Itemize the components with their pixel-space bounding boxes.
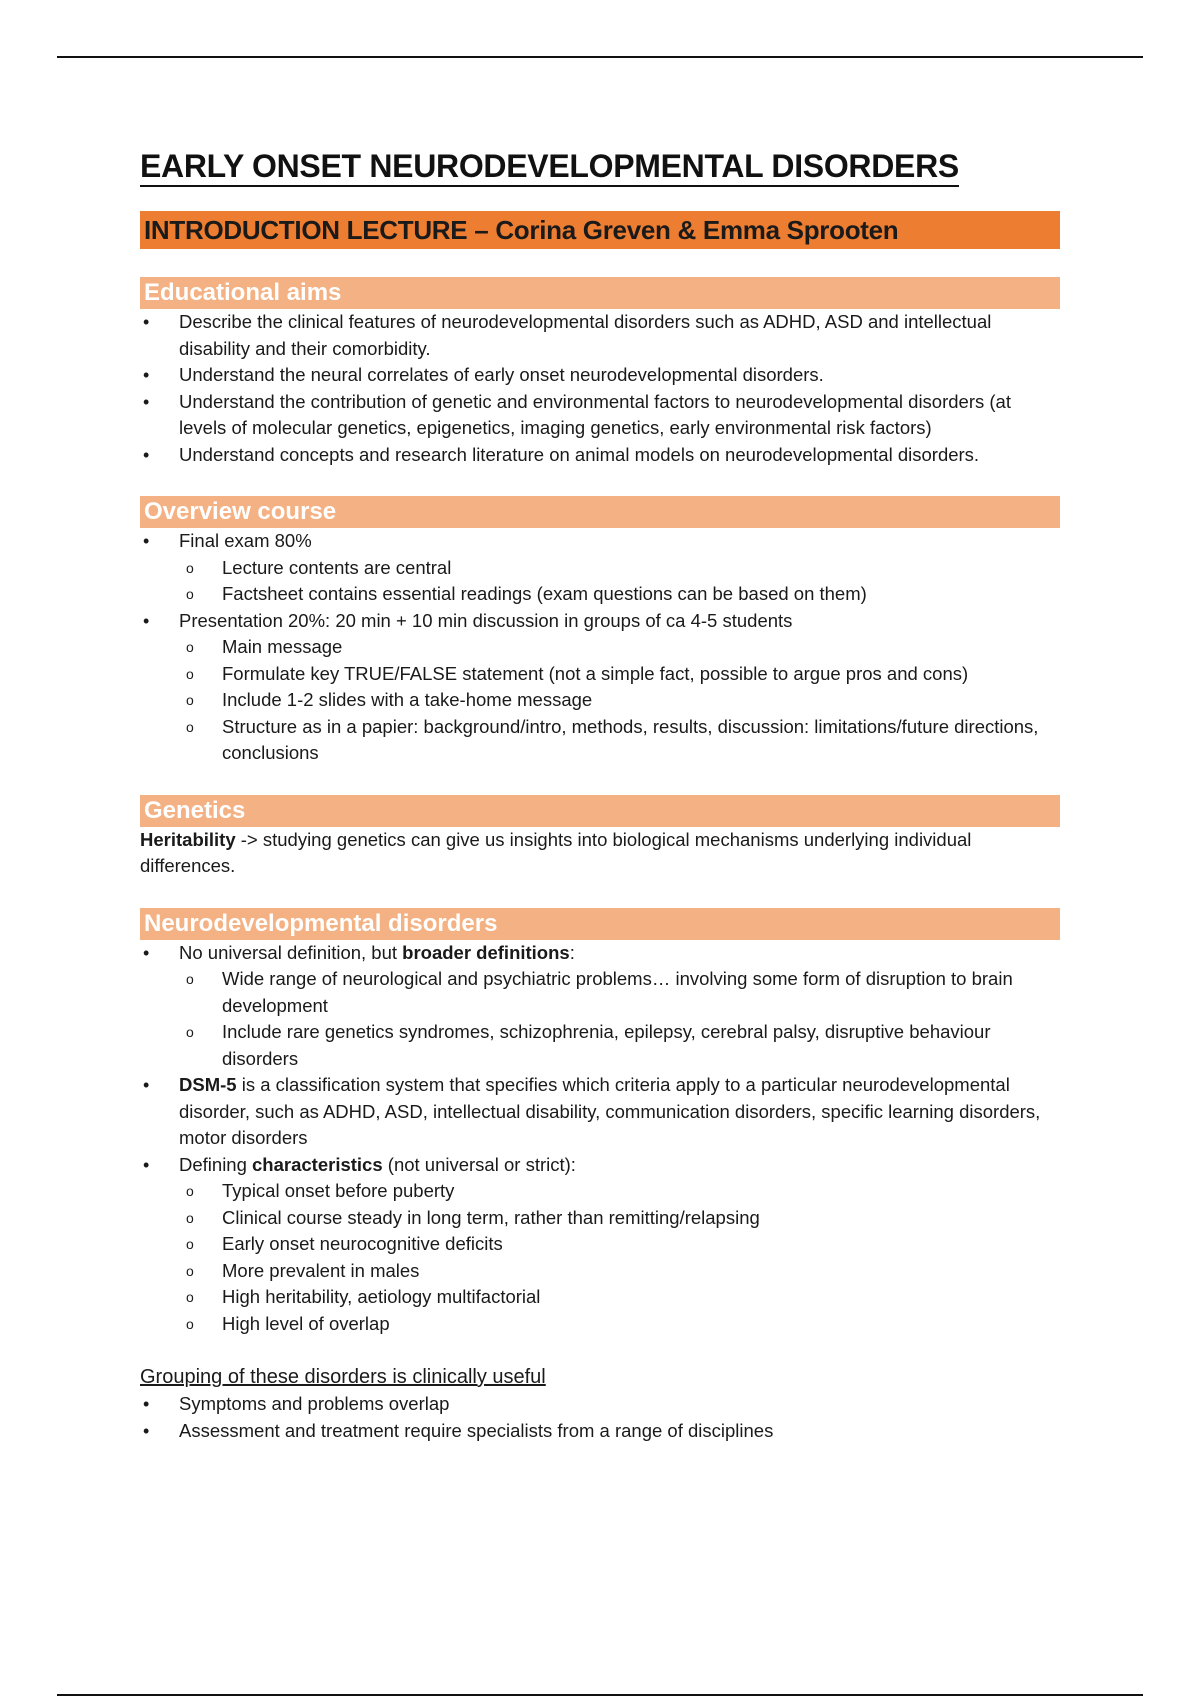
circle-bullet-icon: o <box>186 1024 194 1040</box>
bullet-icon: • <box>143 312 150 332</box>
grouping-subheading: Grouping of these disorders is clinically useful <box>140 1366 546 1388</box>
bullet-icon: • <box>143 365 150 385</box>
circle-bullet-icon: o <box>186 639 194 655</box>
sub-list-item: o Include 1-2 slides with a take-home message <box>140 687 1060 714</box>
list-item: • DSM-5 is a classification system that specifies which criteria apply to a particular neurodevelopmental disorder, such as ADHD, ASD, intellectual disability, communication disorders, specific learning disorders, motor disorders <box>143 1074 1041 1148</box>
list-item: • Assessment and treatment require specialists from a range of disciplines <box>140 1418 1060 1445</box>
list-item: • Defining characteristics (not universal or strict): o Typical onset before puberty o Clinical course steady in long term, rather than remitting/relapsing o Early onset neurocognitive deficits o More prevalent in males o High heritability, aetiology multifactorial o High level of overlap <box>140 1152 1060 1338</box>
bullet-icon: • <box>143 1394 150 1414</box>
bullet-icon: • <box>143 610 150 631</box>
circle-bullet-icon: o <box>186 1262 194 1279</box>
overview-course-list <box>140 528 1060 767</box>
list-item: • Presentation 20%: 20 min + 10 min discussion in groups of ca 4-5 students o Main message o Formulate key TRUE/FALSE statement (not a simple fact, possible to argue pros and cons) o Include 1-2 slides with a take-home message o Structure as in a papier: background/intro, methods, results, discussion: limitations/future directions, conclusions <box>140 608 1060 767</box>
circle-bullet-icon: o <box>186 559 194 576</box>
section-heading-overview-course: Overview course <box>140 496 1060 528</box>
educational-aims-list <box>140 309 1060 468</box>
sub-list-item: o Clinical course steady in long term, rather than remitting/relapsing <box>140 1205 1060 1232</box>
bottom-rule <box>57 1694 1143 1696</box>
circle-bullet-icon: o <box>186 665 194 682</box>
bullet-icon: • <box>143 531 150 551</box>
circle-bullet-icon: o <box>186 1315 194 1332</box>
section-heading-educational-aims: Educational aims <box>140 277 1060 309</box>
sub-list-item: o Typical onset before puberty <box>140 1178 1060 1205</box>
circle-bullet-icon: o <box>186 1183 194 1199</box>
circle-bullet-icon: o <box>186 586 194 602</box>
circle-bullet-icon: o <box>186 718 194 735</box>
exam-sublist <box>179 555 1060 608</box>
bullet-icon: • <box>143 1075 150 1095</box>
lecture-heading: INTRODUCTION LECTURE – Corina Greven & Emma Sprooten <box>140 211 1060 249</box>
section-heading-genetics: Genetics <box>140 795 1060 827</box>
genetics-paragraph: Heritability -> studying genetics can give us insights into biological mechanisms underlying individual differences. <box>140 828 972 876</box>
document-title: EARLY ONSET NEURODEVELOPMENTAL DISORDERS <box>140 147 959 187</box>
list-item: • Understand the neural correlates of early onset neurodevelopmental disorders. <box>140 362 1060 389</box>
bullet-icon: • <box>143 1154 150 1175</box>
sub-list-item: o Main message <box>140 634 1060 661</box>
sub-list-item: o More prevalent in males <box>140 1258 1060 1285</box>
sub-list-item: o Formulate key TRUE/FALSE statement (not a simple fact, possible to argue pros and cons) <box>140 661 1060 688</box>
circle-bullet-icon: o <box>186 1209 194 1226</box>
list-item: • Understand concepts and research literature on animal models on neurodevelopmental disorders. <box>140 442 1060 469</box>
sub-list-item: o Structure as in a papier: background/intro, methods, results, discussion: limitations/future directions, conclusions <box>186 715 1039 763</box>
bullet-icon: • <box>143 444 150 465</box>
circle-bullet-icon: o <box>186 1289 194 1305</box>
definitions-sublist <box>179 966 1060 1072</box>
sub-list-item: o High heritability, aetiology multifactorial <box>140 1284 1060 1311</box>
sub-list-item: o Early onset neurocognitive deficits <box>140 1231 1060 1258</box>
circle-bullet-icon: o <box>186 692 194 708</box>
heritability-term: Heritability <box>140 828 236 850</box>
list-item: • No universal definition, but broader definitions: o Wide range of neurological and psychiatric problems… involving some form of disruption to brain development o Include rare genetics syndromes, schizophrenia, epilepsy, cerebral palsy, disruptive behaviour disorders <box>140 940 1060 1073</box>
circle-bullet-icon: o <box>186 1236 194 1252</box>
sub-list-item: o High level of overlap <box>140 1311 1060 1338</box>
sub-list-item: o Include rare genetics syndromes, schizophrenia, epilepsy, cerebral palsy, disruptive behaviour disorders <box>186 1021 991 1069</box>
list-item: • Describe the clinical features of neurodevelopmental disorders such as ADHD, ASD and intellectual disability and their comorbidity. <box>143 311 992 359</box>
sub-list-item: o Wide range of neurological and psychiatric problems… involving some form of disruption to brain development <box>186 968 1013 1016</box>
characteristics-sublist <box>179 1178 1060 1337</box>
list-item: • Final exam 80% o Lecture contents are central o Factsheet contains essential readings (exam questions can be based on them) <box>140 528 1060 608</box>
document-body <box>140 147 1060 1444</box>
bullet-icon: • <box>143 1420 150 1441</box>
presentation-sublist <box>179 634 1060 767</box>
circle-bullet-icon: o <box>186 971 194 987</box>
bullet-icon: • <box>143 942 150 963</box>
list-item: • Symptoms and problems overlap <box>140 1391 1060 1418</box>
bullet-icon: • <box>143 391 150 412</box>
top-rule <box>57 56 1143 58</box>
list-item: • Understand the contribution of genetic and environmental factors to neurodevelopmental disorders (at levels of molecular genetics, epigenetics, imaging genetics, early environmental risk factors) <box>143 390 1011 438</box>
sub-list-item: o Lecture contents are central <box>140 555 1060 582</box>
neurodevelopmental-disorders-list <box>140 940 1060 1338</box>
grouping-list <box>140 1391 1060 1444</box>
section-heading-neurodevelopmental-disorders: Neurodevelopmental disorders <box>140 908 1060 940</box>
sub-list-item: o Factsheet contains essential readings (exam questions can be based on them) <box>140 581 1060 608</box>
